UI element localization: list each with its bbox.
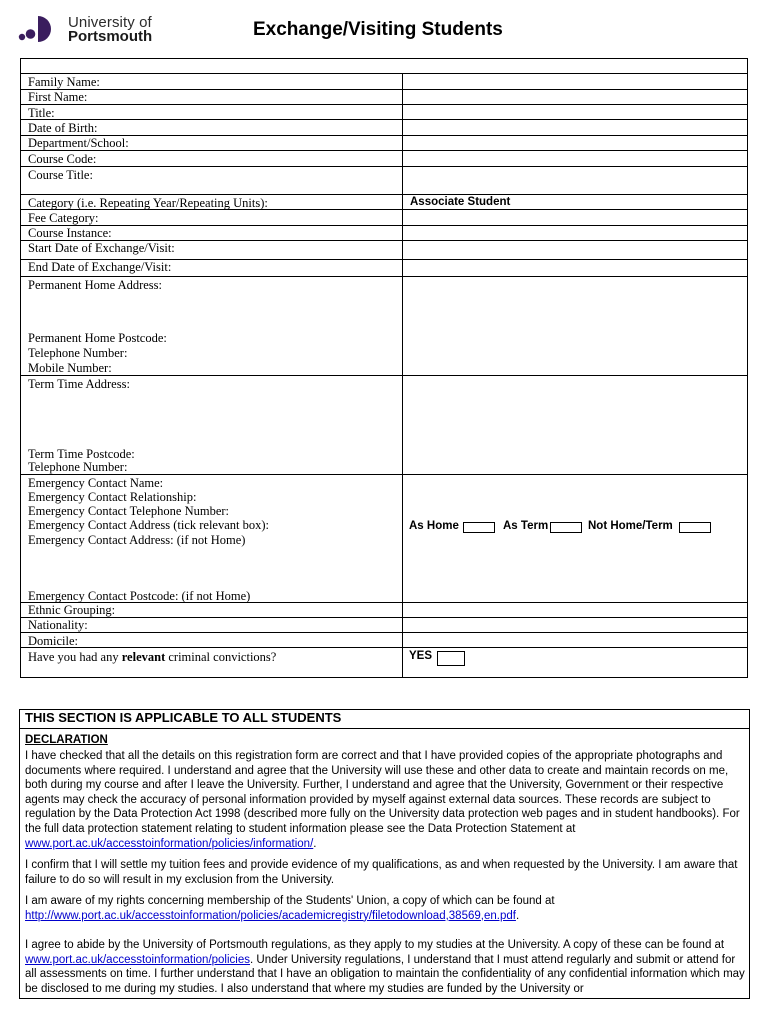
as-home-label: As Home bbox=[409, 520, 459, 532]
declaration-section-title: THIS SECTION IS APPLICABLE TO ALL STUDENTS bbox=[25, 710, 342, 725]
form-row-divider bbox=[20, 104, 748, 105]
as-home-checkbox[interactable] bbox=[463, 522, 495, 533]
logo-text-line1: University of bbox=[68, 14, 152, 31]
p4-post: . Under University regulations, I understand that I must attend regularly and submit or attend for all assessments on time. I further understand that I have an obligation to maintain the confidentiality of any confidential information which may be disclosed to me during my studies. I also understand that where my studies are funded by the University or bbox=[25, 953, 745, 995]
criminal-text-pre: Have you had any bbox=[28, 650, 122, 664]
not-home-term-label: Not Home/Term bbox=[588, 520, 673, 532]
domicile-label: Domicile: bbox=[28, 634, 78, 648]
students-union-link[interactable]: http://www.port.ac.uk/accesstoinformation/policies/academicregistry/filetodownload,38569,en.pdf bbox=[25, 909, 516, 922]
start-date-label: Start Date of Exchange/Visit: bbox=[28, 241, 175, 255]
telephone-label: Telephone Number: bbox=[28, 346, 128, 360]
p3-end: . bbox=[515, 909, 520, 922]
criminal-convictions-label bbox=[28, 650, 276, 664]
family-name-label: Family Name: bbox=[28, 75, 100, 89]
form-row-divider bbox=[20, 632, 748, 633]
ec-address-tick-label: Emergency Contact Address (tick relevant box): bbox=[28, 518, 270, 532]
declaration-paragraph-1 bbox=[25, 749, 747, 851]
nationality-label: Nationality: bbox=[28, 618, 88, 632]
yes-checkbox[interactable] bbox=[437, 651, 465, 666]
as-term-label: As Term bbox=[503, 520, 549, 532]
yes-label: YES bbox=[409, 650, 433, 662]
ec-relationship-label: Emergency Contact Relationship: bbox=[28, 490, 197, 504]
form-row-divider bbox=[20, 135, 748, 136]
p1-text: I have checked that all the details on this registration form are correct and that I have provided copies of the appropriate photographs and documents where required. I understand and agree that the University will use these and other data to create and maintain records on me, both during my course and after I leave the University. Further, I understand and agree that the University, Government or their respective agents may check the accuracy of personal information provided by myself against external data sources. These records are subject to regulation by the Data Protection Act 1998 (described more fully on the University data protection web pages and in student handbooks). For the full data protection statement relating to student information please see the Data Protection Statement at bbox=[25, 750, 740, 835]
declaration-paragraph-3 bbox=[25, 894, 747, 923]
ec-telephone-label: Emergency Contact Telephone Number: bbox=[28, 504, 230, 518]
p1-end: . bbox=[313, 837, 317, 850]
criminal-text-bold: relevant bbox=[121, 650, 166, 664]
end-date-label: End Date of Exchange/Visit: bbox=[28, 260, 172, 274]
department-label: Department/School: bbox=[28, 136, 129, 150]
form-row-divider bbox=[20, 73, 748, 74]
not-home-term-checkbox[interactable] bbox=[679, 522, 711, 533]
p4-pre: I agree to abide by the University of Portsmouth regulations, as they apply to my studies at the University. A copy of these can be found at bbox=[25, 939, 725, 951]
term-address-label: Term Time Address: bbox=[28, 377, 130, 391]
fee-category-label: Fee Category: bbox=[28, 211, 99, 225]
mobile-label: Mobile Number: bbox=[28, 361, 112, 375]
form-row-divider bbox=[20, 474, 748, 475]
term-telephone-label: Telephone Number: bbox=[28, 460, 128, 474]
form-row-divider bbox=[20, 150, 748, 151]
declaration-heading: DECLARATION bbox=[25, 734, 108, 746]
as-term-checkbox[interactable] bbox=[550, 522, 582, 533]
first-name-label: First Name: bbox=[28, 90, 88, 104]
form-row-divider bbox=[20, 89, 748, 90]
form-row-divider bbox=[20, 276, 748, 277]
p3-text: I am aware of my rights concerning membership of the Students' Union, a copy of which can be found at bbox=[25, 895, 555, 907]
form-row-divider bbox=[20, 375, 748, 376]
course-instance-label: Course Instance: bbox=[28, 226, 112, 240]
declaration-paragraph-2: I confirm that I will settle my tuition fees and provide evidence of my qualifications, as and when requested by the University. I am aware that failure to do so will result in my exclusion from the University. bbox=[25, 859, 738, 886]
regulations-link[interactable]: www.port.ac.uk/accesstoinformation/policies bbox=[25, 953, 250, 966]
data-protection-link[interactable]: www.port.ac.uk/accesstoinformation/policies/information/ bbox=[25, 837, 314, 850]
form-row-divider bbox=[20, 617, 748, 618]
dob-label: Date of Birth: bbox=[28, 121, 98, 135]
term-postcode-label: Term Time Postcode: bbox=[28, 447, 135, 461]
page-title: Exchange/Visiting Students bbox=[253, 19, 503, 40]
registration-form bbox=[20, 58, 748, 678]
form-row-divider bbox=[20, 225, 748, 226]
course-title-label: Course Title: bbox=[28, 168, 93, 182]
form-row-divider bbox=[20, 119, 748, 120]
home-postcode-label: Permanent Home Postcode: bbox=[28, 331, 167, 345]
logo-mark-icon bbox=[18, 14, 64, 44]
ethnic-label: Ethnic Grouping: bbox=[28, 603, 116, 617]
ec-name-label: Emergency Contact Name: bbox=[28, 476, 164, 490]
home-address-label: Permanent Home Address: bbox=[28, 278, 163, 292]
ec-postcode-label: Emergency Contact Postcode: (if not Home) bbox=[28, 589, 251, 603]
form-row-divider bbox=[20, 166, 748, 167]
title-label: Title: bbox=[28, 106, 55, 120]
ec-address-not-home-label: Emergency Contact Address: (if not Home) bbox=[28, 533, 246, 547]
university-logo bbox=[18, 14, 168, 46]
category-value: Associate Student bbox=[410, 196, 511, 208]
criminal-text-post: criminal convictions? bbox=[165, 650, 277, 664]
form-row-divider bbox=[20, 194, 748, 195]
logo-text-line2: Portsmouth bbox=[68, 28, 153, 45]
course-code-label: Course Code: bbox=[28, 152, 97, 166]
declaration-title-divider bbox=[19, 728, 750, 729]
category-label: Category (i.e. Repeating Year/Repeating Units): bbox=[28, 196, 268, 210]
form-row-divider bbox=[20, 647, 748, 648]
declaration-paragraph-4 bbox=[25, 938, 747, 996]
